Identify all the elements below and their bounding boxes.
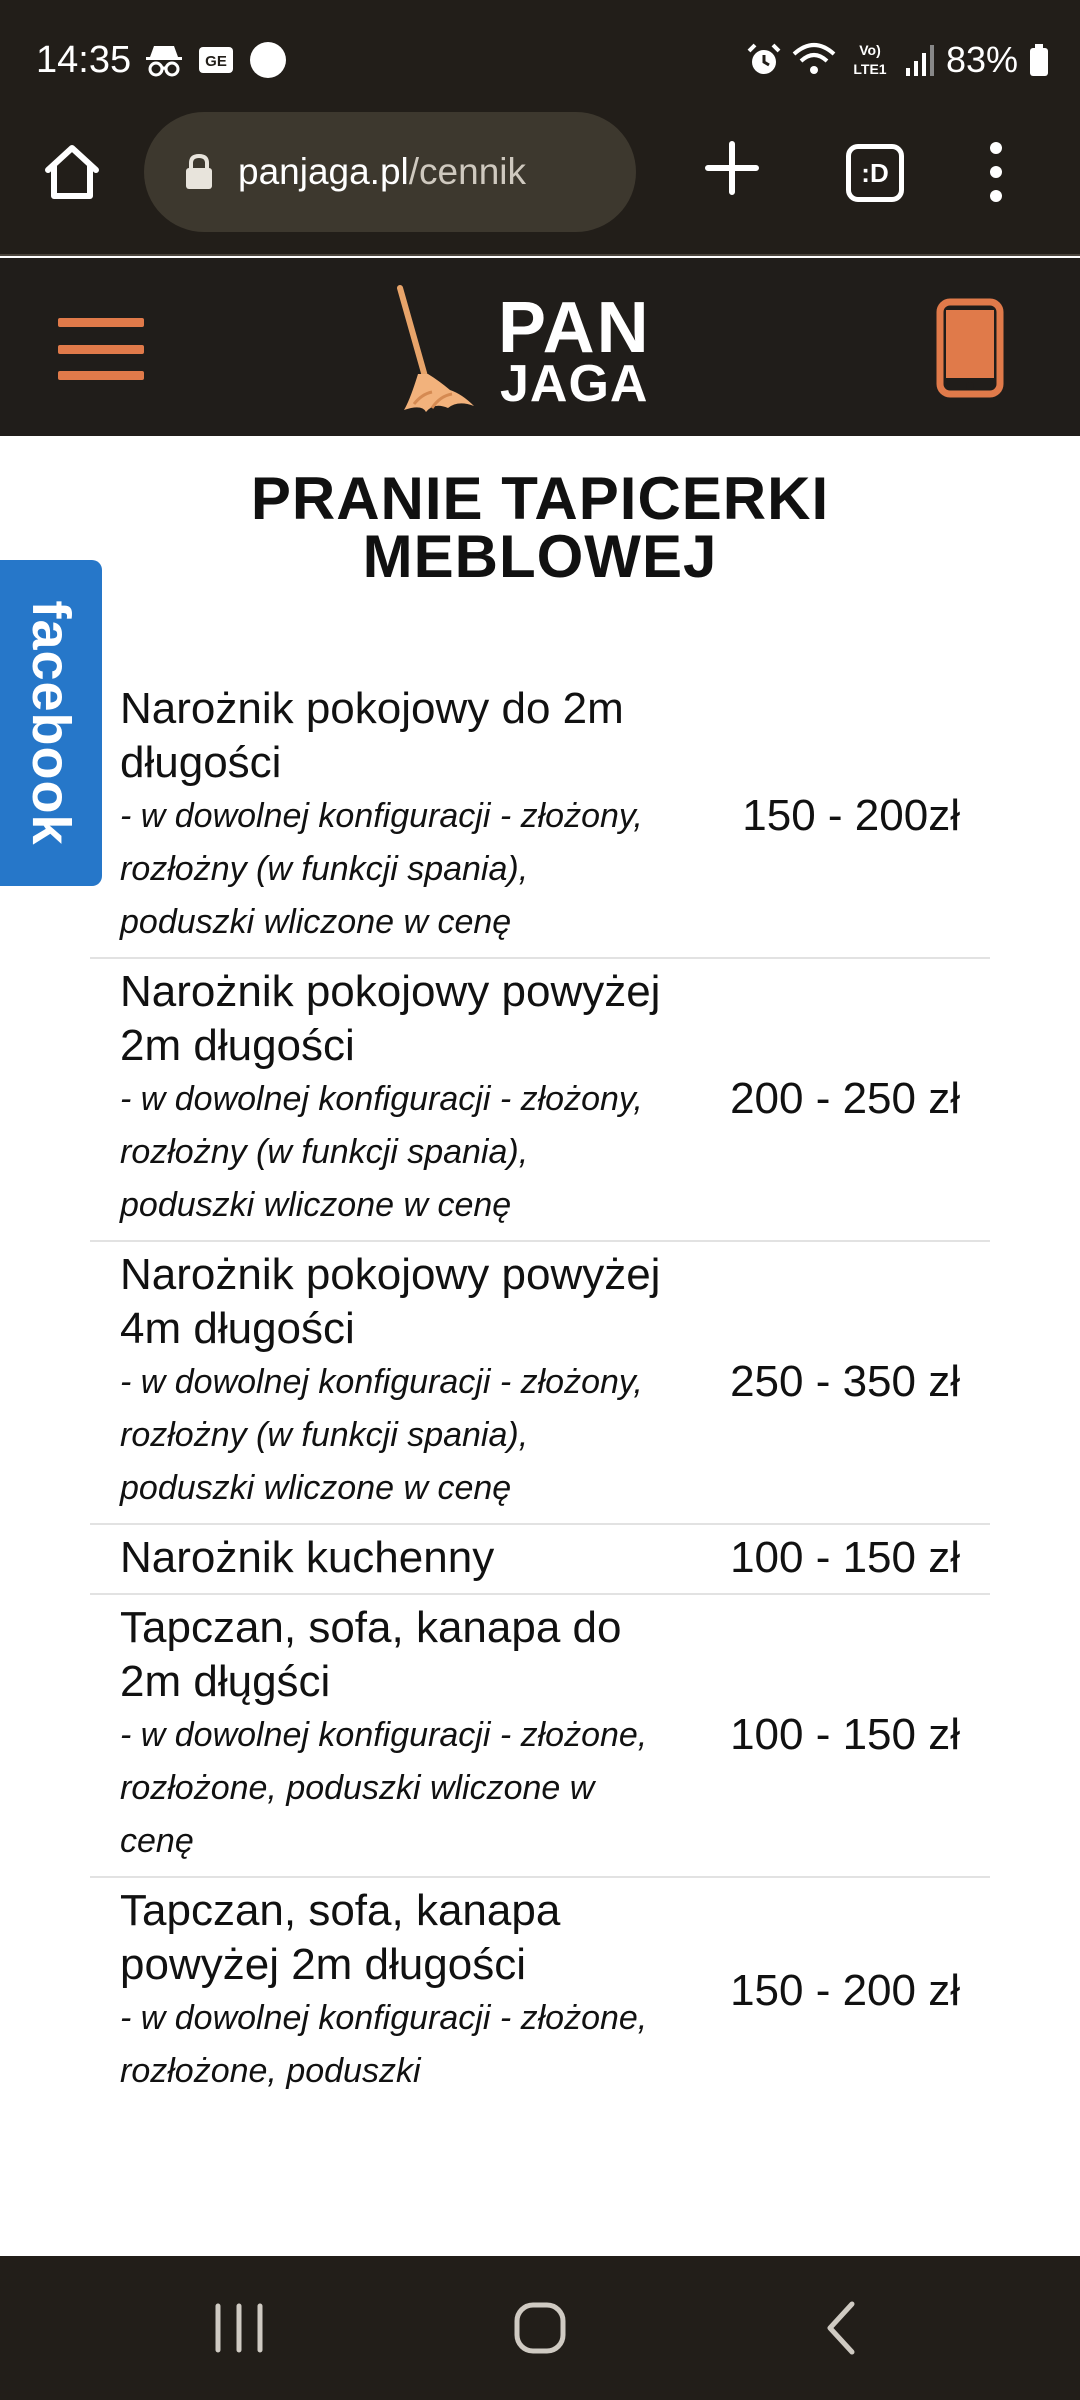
table-row — [90, 959, 990, 1242]
page-title-line-2: MEBLOWEJ — [362, 523, 718, 590]
notification-dot-icon — [248, 40, 288, 80]
news-icon — [196, 40, 236, 80]
item-price: 100 - 150 zł — [730, 1709, 960, 1759]
status-left-icons — [144, 38, 288, 82]
item-description — [90, 1601, 670, 1868]
system-nav-bar — [0, 2256, 1080, 2400]
site-logo[interactable] — [392, 282, 692, 422]
logo-text-top: PAN — [498, 288, 651, 368]
item-note: - w dowolnej konfiguracji - złożony, rozłożny (w funkcji spania), poduszki wliczone w cenę — [120, 1363, 643, 1507]
page-title — [0, 465, 1080, 590]
item-name: Narożnik pokojowy powyżej 4m długości — [120, 1250, 661, 1353]
url-text — [238, 151, 526, 193]
home-icon — [42, 142, 102, 202]
item-price: 150 - 200zł — [742, 790, 960, 840]
browser-toolbar — [0, 112, 1080, 256]
item-name: Narożnik kuchenny — [120, 1533, 495, 1582]
svg-text:GE: GE — [205, 53, 227, 70]
item-name: Tapczan, sofa, kanapa powyżej 2m długości — [120, 1886, 561, 1989]
item-price: 200 - 250 zł — [730, 1073, 960, 1123]
item-note: - w dowolnej konfiguracji - złożone, rozłożone, poduszki wliczone w cenę — [120, 1716, 648, 1860]
status-time: 14:35 — [36, 39, 132, 81]
table-row — [90, 1878, 990, 2106]
url-host: panjaga.pl — [238, 151, 409, 192]
recent-apps-button[interactable] — [204, 2296, 274, 2360]
more-menu-button[interactable] — [976, 136, 1016, 208]
item-note: - w dowolnej konfiguracji - złożony, rozłożny (w funkcji spania), poduszki wliczone w cenę — [120, 797, 643, 941]
item-name: Narożnik pokojowy powyżej 2m długości — [120, 967, 661, 1070]
phone-call-button[interactable] — [936, 298, 1004, 398]
facebook-side-tab[interactable] — [0, 560, 102, 886]
status-bar — [0, 0, 1080, 112]
item-price: 250 - 350 zł — [730, 1356, 960, 1406]
table-row — [90, 1595, 990, 1878]
back-nav-button[interactable] — [808, 2296, 878, 2360]
new-tab-button[interactable] — [700, 136, 764, 200]
facebook-label: facebook — [21, 600, 81, 846]
tab-switcher-button[interactable]: :D — [846, 144, 904, 202]
status-right-icons — [746, 36, 1050, 84]
table-row — [90, 1525, 990, 1595]
network-label: LTE1 — [853, 61, 887, 77]
price-table — [90, 676, 990, 2106]
item-description — [90, 1531, 670, 1585]
hamburger-bar — [58, 318, 144, 327]
item-description — [90, 682, 670, 949]
price-list-content — [0, 436, 1080, 2256]
table-row — [90, 1242, 990, 1525]
item-description — [90, 1884, 670, 2098]
hamburger-bar — [58, 371, 144, 380]
item-price: 100 - 150 zł — [730, 1533, 960, 1582]
svg-text:Vo): Vo) — [859, 42, 881, 58]
home-nav-button[interactable] — [505, 2296, 575, 2360]
item-note: - w dowolnej konfiguracji - złożony, rozłożny (w funkcji spania), poduszki wliczone w cenę — [120, 1080, 643, 1224]
item-description — [90, 965, 670, 1232]
hamburger-menu-button[interactable] — [58, 318, 144, 380]
alarm-icon — [746, 42, 782, 78]
url-path: /cennik — [408, 151, 526, 192]
signal-icon — [904, 42, 936, 78]
table-row — [90, 676, 990, 959]
item-name: Tapczan, sofa, kanapa do 2m dłųgści — [120, 1603, 622, 1706]
page-title-line-1: PRANIE TAPICERKI — [250, 465, 830, 532]
home-button[interactable] — [38, 138, 106, 206]
lock-icon — [184, 153, 214, 191]
item-name: Narożnik pokojowy do 2m długości — [120, 684, 624, 787]
item-note: - w dowolnej konfiguracji - złożone, rozłożone, poduszki — [120, 1999, 648, 2090]
battery-icon — [1028, 42, 1050, 78]
hamburger-bar — [58, 345, 144, 354]
address-bar[interactable] — [144, 112, 636, 232]
incognito-icon — [144, 40, 184, 80]
item-description — [90, 1248, 670, 1515]
item-price: 150 - 200 zł — [730, 1966, 960, 2015]
wifi-icon — [792, 42, 836, 78]
logo-text-bottom: JAGA — [500, 355, 649, 413]
broom-icon — [392, 282, 492, 422]
site-header — [0, 258, 1080, 436]
battery-percent: 83% — [945, 39, 1018, 80]
volte-lte-icon — [846, 40, 894, 80]
